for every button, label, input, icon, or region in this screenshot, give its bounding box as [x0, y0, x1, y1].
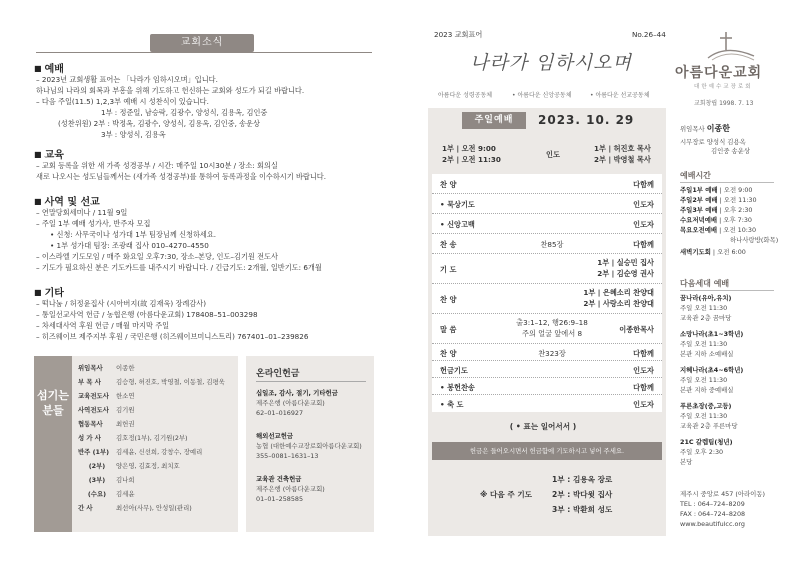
- server-names: 김승형, 허진호, 박영철, 이동철, 김평욱: [116, 378, 225, 386]
- church-name: 아름다운교회: [675, 65, 763, 81]
- order-label: 찬 양: [440, 349, 457, 358]
- order-row: [432, 234, 662, 254]
- order-label: • 신앙고백: [440, 220, 475, 229]
- next-prayer-label: ※ 다음 주 기도: [480, 490, 532, 499]
- standing-note: ( • 표는 일어서서 ): [509, 422, 577, 431]
- issue-number: No.26–44: [632, 30, 666, 39]
- order-leader: 1부 | 실승민 집사: [597, 258, 654, 267]
- news-line: – 이스라엘 기도모임 / 매주 화요일 오후7:30, 장소–본당, 인도–김기원 전도사: [36, 252, 278, 261]
- server-names: 양은영, 김효정, 최치호: [116, 462, 180, 470]
- church-denomination: 대한예수교장로회: [694, 84, 753, 90]
- news-line: • 신청: 사무국이나 성가대 1부 팀장님께 신청하세요.: [50, 230, 217, 239]
- news-divider: [36, 52, 372, 53]
- order-row: [432, 284, 662, 314]
- online-item-account: 62–01–016927: [256, 409, 304, 417]
- server-row: [78, 476, 135, 485]
- online-item-head: 교육관 건축헌금: [256, 475, 302, 483]
- server-role: 반주 (1부): [78, 448, 110, 456]
- servers-box: [34, 356, 238, 532]
- server-role: 교육전도사: [78, 392, 109, 400]
- server-names: 최헌권: [116, 420, 135, 428]
- order-label: • 묵상기도: [440, 200, 475, 209]
- servers-title: [34, 356, 72, 532]
- community-3: • 아름다운 선교공동체: [590, 92, 650, 99]
- order-row: [432, 214, 662, 234]
- group-place: 본당: [680, 458, 693, 466]
- order-leader: 다함께: [633, 349, 654, 358]
- server-names: 김호정(1부), 김기원(2부): [116, 434, 188, 442]
- service-time-row: 주일1부 예배 | 오전 9:00: [680, 186, 753, 194]
- group-time: 주일 오전 11:30: [680, 376, 728, 384]
- group-name: 소망나라(초1~3학년): [680, 330, 744, 338]
- slogan: 나라가 임하시오며: [470, 52, 632, 74]
- order-label: 찬 송: [440, 240, 457, 249]
- worship-order: [432, 174, 662, 412]
- servers-list: [72, 356, 238, 532]
- order-leader: 이종한목사: [619, 325, 654, 334]
- church-website-link[interactable]: www.beautifulcc.org: [680, 520, 745, 528]
- online-item-bank: 농협 (대한예수교장로회아름다운교회): [256, 442, 362, 450]
- server-names: 이종한: [116, 364, 135, 372]
- group-time: 주일 오전 11:30: [680, 412, 728, 420]
- online-item-head: 해외선교헌금: [256, 432, 294, 440]
- server-role: 부 목 사: [78, 378, 101, 386]
- group-place: 본관 지하 소예배실: [680, 350, 734, 358]
- order-label: • 축 도: [440, 400, 464, 409]
- church-tel: TEL : 064–724–8209: [680, 500, 745, 508]
- server-role: 위임목사: [78, 364, 103, 372]
- group-name: 21C 갈렙팀(청년): [680, 438, 733, 446]
- side-divider: [680, 290, 774, 291]
- server-row: [78, 406, 135, 415]
- servers-title-line1: 섬기는: [37, 389, 69, 402]
- news-line: 새로 나오시는 성도님들께서는 (새가족 성경공부)를 통하여 등록과정을 이수하시기 바랍니다.: [36, 172, 327, 181]
- news-line: 1부 : 정준일, 남승락, 김광수, 양성식, 김용옥, 김인중: [101, 108, 268, 117]
- order-label: 헌금기도: [440, 366, 468, 375]
- section-title-worship: ■ 예배: [34, 60, 64, 75]
- server-row: [78, 434, 188, 443]
- group-time: 주일 오전 11:30: [680, 304, 728, 312]
- lead-2: 2부 | 박영철 목사: [594, 155, 651, 164]
- order-leader: 인도자: [633, 220, 654, 229]
- server-row: [78, 504, 192, 513]
- worship-time-2: 2부 | 오전 11:30: [442, 155, 501, 164]
- server-row: [78, 420, 135, 429]
- group-name: 푸른초장(중,고등): [680, 402, 732, 410]
- order-label: • 봉헌찬송: [440, 383, 475, 392]
- online-item-bank: 제주은행 (아름다운교회): [256, 399, 325, 407]
- community-2: • 아름다운 신앙공동체: [512, 92, 572, 99]
- church-logo-icon: [706, 30, 756, 62]
- order-content: 찬85장: [540, 240, 564, 249]
- elders-info-2: 김인중 송운상: [711, 147, 751, 155]
- service-times-title: 예배시간: [680, 171, 711, 180]
- order-leader: 2부 | 사랑소리 찬양대: [583, 299, 654, 308]
- service-time-note: 하나사랑방(화목): [730, 236, 779, 244]
- news-line: – 연말당회세미나 / 11월 9일: [36, 208, 128, 217]
- order-label: 기 도: [440, 265, 457, 274]
- service-time-row: 수요저녁예배 | 오후 7:30: [680, 216, 752, 224]
- group-time: 주일 오후 2:30: [680, 448, 724, 456]
- year-theme-label: 2023 교회표어: [434, 30, 483, 39]
- order-leader: 1부 | 은혜소리 찬양대: [583, 288, 654, 297]
- news-line: – 차세대사역 후원 헌금 / 매월 마지막 주일: [36, 321, 170, 330]
- service-time-row: 새벽기도회 | 오전 6:00: [680, 248, 746, 256]
- order-row: [432, 361, 662, 378]
- news-line: 3부 : 양성식, 김용옥: [101, 130, 166, 139]
- news-line: – 떡나눔 / 허정윤집사 (시아버지(故 김재욱) 장례감사): [36, 299, 207, 308]
- order-label: 찬 양: [440, 295, 457, 304]
- server-role: (수요): [87, 490, 107, 498]
- news-line: • 1부 성가대 팀장: 조광래 집사 010–4270–4550: [50, 241, 209, 250]
- server-role: 성 가 사: [78, 434, 101, 442]
- server-role: 사역전도사: [78, 406, 109, 414]
- order-row: [432, 378, 662, 395]
- online-offering-title: 온라인헌금: [256, 369, 300, 379]
- order-row: [432, 395, 662, 412]
- server-row: [78, 448, 202, 457]
- online-item-bank: 제주은행 (아름다운교회): [256, 485, 325, 493]
- news-line: – 통일선교사역 헌금 / 농협은행 (아름다운교회) 178408–51–003298: [36, 310, 258, 319]
- church-address: 제주시 중앙로 457 (아라이동): [680, 490, 766, 498]
- order-label: 말 씀: [440, 325, 457, 334]
- next-prayer-2: 2부 : 박다윗 집사: [552, 490, 613, 499]
- group-time: 주일 오전 11:30: [680, 340, 728, 348]
- server-row: [78, 462, 180, 471]
- service-time-row: 목요오전예배 | 오전 10:30: [680, 226, 757, 234]
- server-row: [78, 392, 135, 401]
- server-names: 김기원: [116, 406, 135, 414]
- order-row: [432, 314, 662, 344]
- church-established: 교회창립 1998. 7. 13: [694, 100, 754, 107]
- side-divider: [680, 182, 774, 183]
- pastor-info: 위임목사 이종한: [680, 124, 730, 133]
- order-leader: 다함께: [633, 383, 654, 392]
- order-label: 찬 양: [440, 180, 457, 189]
- section-title-education: ■ 교육: [34, 146, 64, 161]
- news-line: – 기도가 필요하신 분은 기도카드를 내주시기 바랍니다. / 긴급기도: 2개월, 일반기도: 6개월: [36, 263, 322, 272]
- news-line: – 히즈웨이브 제주지부 후원 / 국민은행 (히즈웨이브미니스트리) 767401–01–239826: [36, 332, 309, 341]
- server-role: 간 사: [78, 504, 93, 512]
- worship-tab: 주일예배: [462, 112, 526, 129]
- news-line: 하나님의 나라의 회복과 부흥을 위해 기도하고 헌신하는 교회와 성도가 되길 바랍니다.: [36, 86, 305, 95]
- server-names: 김세윤: [116, 490, 135, 498]
- news-line: – 주일 1부 예배 성가사, 반주자 모집: [36, 219, 151, 228]
- worship-panel: [428, 108, 666, 536]
- offering-notice: 헌금은 들어오시면서 헌금함에 기도하시고 넣어 주세요.: [432, 442, 662, 460]
- order-row: [432, 254, 662, 284]
- service-time-row: 주일3부 예배 | 오후 2:30: [680, 206, 753, 214]
- news-tab: 교회소식: [150, 34, 254, 52]
- online-item-head: 십일조, 감사, 절기, 기타헌금: [256, 389, 338, 397]
- next-prayer-3: 3부 : 박환희 성도: [552, 505, 613, 514]
- order-row: [432, 344, 662, 361]
- lead-1: 1부 | 허진호 목사: [594, 144, 651, 153]
- order-leader: 다함께: [633, 240, 654, 249]
- church-fax: FAX : 064–724–8208: [680, 510, 746, 518]
- elders-info: 시무장로 양성식 김용옥: [680, 138, 746, 146]
- order-leader: 다함께: [633, 180, 654, 189]
- worship-date: 2023. 10. 29: [538, 113, 635, 127]
- order-row: [432, 194, 662, 214]
- server-role: (2부): [88, 462, 106, 470]
- order-leader: 인도자: [633, 400, 654, 409]
- server-row: [78, 364, 135, 373]
- server-role: 협동목사: [78, 420, 103, 428]
- order-content: 주의 얼굴 앞에서 8: [521, 329, 583, 338]
- server-names: 한소연: [116, 392, 135, 400]
- service-time-row: 주일2부 예배 | 오전 11:30: [680, 196, 757, 204]
- section-title-etc: ■ 기타: [34, 284, 64, 299]
- server-role: (3부): [88, 476, 106, 484]
- group-name: 지혜나라(초4~6학년): [680, 366, 744, 374]
- news-line: – 2023년 교회생활 표어는 「나라가 임하시오며」입니다.: [36, 75, 218, 84]
- group-place: 교육관 2층 꿈마당: [680, 314, 732, 322]
- next-gen-title: 다음세대 예배: [680, 279, 730, 288]
- section-title-ministry: ■ 사역 및 선교: [34, 193, 100, 208]
- order-row: [432, 174, 662, 194]
- group-name: 꿈나라(유아,유치): [680, 294, 732, 302]
- order-leader: 인도자: [633, 366, 654, 375]
- online-item-account: 01–01–258585: [256, 495, 304, 503]
- server-row: [78, 378, 225, 387]
- news-line: – 다음 주일(11.5) 1,2,3부 예배 시 성찬식이 있습니다.: [36, 97, 209, 106]
- servers-title-line2: 분들: [42, 404, 64, 417]
- group-place: 본관 지하 중예배실: [680, 386, 734, 394]
- order-content: 출3:1–12, 행26:9–18: [516, 318, 588, 327]
- news-line: – 교회 등록을 위한 새 가족 성경공부 / 시간: 매주일 10시30분 / 장소: 회의실: [36, 161, 278, 170]
- order-content: 찬323장: [538, 349, 566, 358]
- server-names: 김나희: [116, 476, 135, 484]
- server-names: 김세윤, 신선희, 강창수, 장예리: [116, 448, 203, 456]
- next-prayer-1: 1부 : 김용옥 장로: [552, 475, 613, 484]
- server-row: [78, 490, 135, 499]
- server-names: 최선아(사무), 안성일(관리): [116, 504, 192, 512]
- order-leader: 2부 | 김순영 권사: [597, 269, 654, 278]
- online-offering-box: [246, 356, 374, 532]
- worship-time-1: 1부 | 오전 9:00: [442, 144, 496, 153]
- community-1: 아름다운 성령공동체: [438, 92, 493, 99]
- news-line: (성찬위원) 2부 : 박정옥, 김광수, 양성식, 김용옥, 김인중, 송운상: [58, 119, 260, 128]
- online-divider: [256, 381, 366, 382]
- online-item-account: 355–0081–1631–13: [256, 452, 319, 460]
- lead-label: 인도: [546, 150, 560, 159]
- order-leader: 인도자: [633, 200, 654, 209]
- group-place: 교육관 2층 푸른마당: [680, 422, 738, 430]
